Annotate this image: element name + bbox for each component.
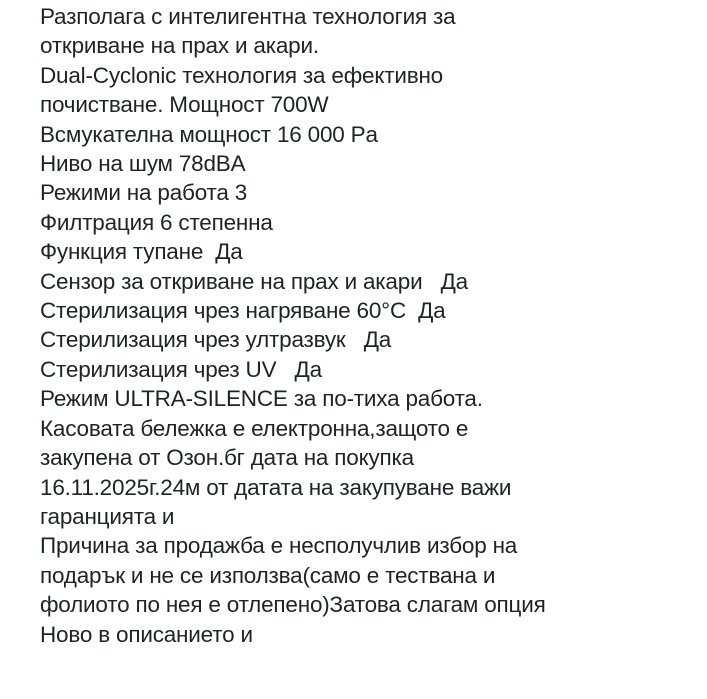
description-line: откриване на прах и акари.: [40, 33, 319, 59]
spec-beating-function: Функция тупане Да: [40, 239, 243, 265]
spec-ultrasound-sterilization: Стерилизация чрез ултразвук Да: [40, 327, 392, 353]
description-line: Разполага с интелигентна технология за: [40, 4, 456, 29]
receipt-info-line: Касовата бележка е електронна,защото е: [40, 415, 469, 441]
spec-dust-sensor: Сензор за откриване на прах и акари Да: [40, 268, 468, 294]
spec-modes: Режими на работа 3: [40, 180, 248, 206]
spec-uv-sterilization: Стерилизация чрез UV Да: [40, 356, 322, 382]
receipt-info-line: закупена от Озон.бг дата на покупка: [40, 445, 414, 471]
spec-suction-power: Всмукателна мощност 16 000 Pa: [40, 121, 378, 147]
product-description: [40, 2, 697, 649]
description-line: Dual-Cyclonic технология за ефективно: [40, 62, 443, 88]
warranty-info-line: 16.11.2025г.24м от датата на закупуване важи: [40, 474, 512, 500]
sale-reason-line: фолиото по нея е отлепено)Затова слагам опция: [40, 592, 546, 618]
sale-reason-line: Причина за продажба е несполучлив избор на: [40, 533, 518, 559]
spec-filtration: Филтрация 6 степенна: [40, 209, 273, 235]
spec-ultra-silence-mode: Режим ULTRA-SILENCE за по-тиха работа.: [40, 386, 483, 412]
sale-reason-line: подарък и не се използва(само е тествана и: [40, 562, 496, 588]
spec-noise-level: Ниво на шум 78dBA: [40, 151, 246, 177]
warranty-info-line: гаранцията и: [40, 503, 175, 529]
sale-reason-line: Ново в описанието и: [40, 621, 253, 647]
description-line: почистване. Мощност 700W: [40, 92, 329, 118]
spec-heat-sterilization: Стерилизация чрез нагряване 60°C Да: [40, 298, 446, 324]
